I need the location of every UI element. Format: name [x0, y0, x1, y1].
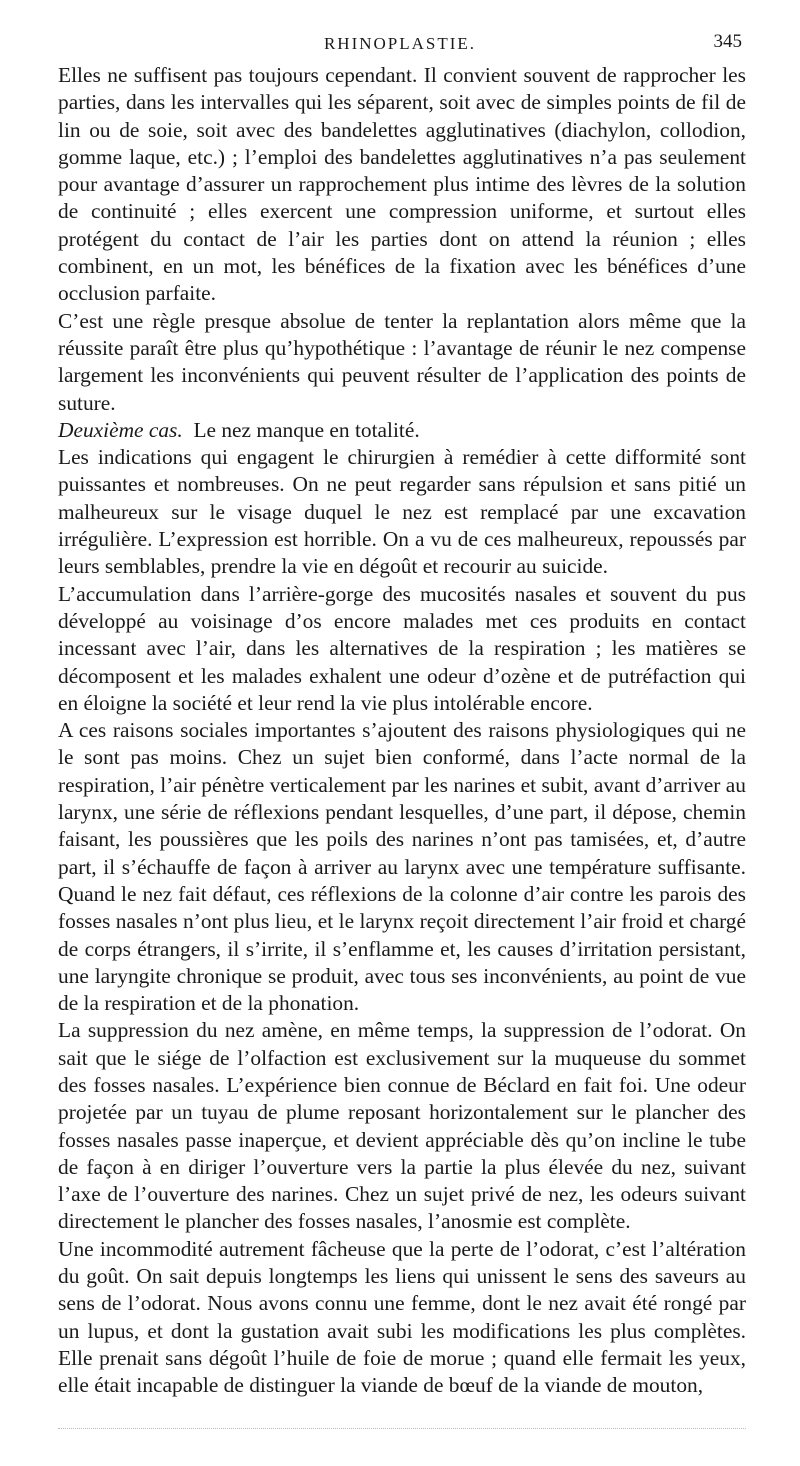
paragraph-5: L’accumulation dans l’arrière-gorge des mucosités nasales et souvent du pus développé au voisinage d’os encore malades met ces produits en contact incessant avec l’air, dans les alternatives de la respiration ; les matières se décomposent et les malades exhalent une odeur d’ozène et de putréfaction qui en éloigne la société et leur rend la vie plus intolérable encore. — [58, 581, 746, 715]
paragraph-1: Elles ne suffisent pas toujours cependant. Il convient souvent de rapprocher les parties, dans les intervalles qui les séparent, soit avec de simples points de fil de lin ou de soie, soit avec des bandelettes agglutinatives (diachylon, collodion, gomme laque, etc.) ; l’emploi des bandelettes agglutinatives n’a pas seulement pour avantage d’assurer un rapprochement plus intime des lèvres de la solution de continuité ; elles exercent une compression uniforme, et surtout elles protégent du contact de l’air les parties dont on attend la réunion ; elles combinent, en un mot, les bénéfices de la fixation avec les bénéfices d’une occlusion parfaite. — [58, 63, 746, 306]
paragraph-4: Les indications qui engagent le chirurgien à remédier à cette difformité sont puissantes et nombreuses. On ne peut regarder sans répulsion et sans pitié un malheureux sur le visage duquel le nez est remplacé par une excavation irrégulière. L’expression est horrible. On a vu de ces malheureux, repoussés par leurs semblables, prendre la vie en dégoût et recourir au suicide. — [58, 445, 746, 579]
paragraph-3 — [58, 417, 746, 444]
bottom-margin-marks — [58, 1428, 746, 1430]
paragraph-2: C’est une règle presque absolue de tenter la replantation alors même que la réussite paraît être plus qu’hypothétique : l’avantage de réunir le nez compense largement les inconvénients qui peuvent résulter de l’application des points de suture. — [58, 308, 746, 415]
body-text — [58, 62, 746, 1400]
running-title: RHINOPLASTIE. — [323, 34, 477, 53]
paragraph-6: A ces raisons sociales importantes s’ajoutent des raisons physiologiques qui ne le sont pas moins. Chez un sujet bien conformé, dans l’acte normal de la respiration, l’air pénètre verticalement par les narines et subit, avant d’arriver au larynx, une série de réflexions pendant lesquelles, d’une part, il dépose, chemin faisant, les poussières que les poils des narines n’ont pas tamisées, et, d’autre part, il s’échauffe de façon à arriver au larynx avec une température suffisante. Quand le nez fait défaut, ces réflexions de la colonne d’air contre les parois des fosses nasales n’ont plus lieu, et le larynx reçoit directement l’air froid et chargé de corps étrangers, il s’irrite, il s’enflamme et, les causes d’irritation persistant, une laryngite chronique se produit, avec tous ses inconvénients, au point de vue de la respiration et de la phonation. — [58, 718, 746, 1016]
case-description: Le nez manque en totalité. — [193, 417, 420, 442]
paragraph-8: Une incommodité autrement fâcheuse que la perte de l’odorat, c’est l’altération du goût. On sait depuis longtemps les liens qui unissent le sens des saveurs au sens de l’odorat. Nous avons connu une femme, dont le nez avait été rongé par un lupus, et dont la gustation avait subi les modifications les plus complètes. Elle prenait sans dégoût l’huile de foie de morue ; quand elle fermait les yeux, elle était incapable de distinguer la viande de bœuf de la viande de mouton, — [58, 1236, 746, 1398]
paragraph-7: La suppression du nez amène, en même temps, la suppression de l’odorat. On sait que le siége de l’olfaction est exclusivement sur la muqueuse du sommet des fosses nasales. L’expérience bien connue de Béclard en fait foi. Une odeur projetée par un tuyau de plume reposant horizontalement sur le plancher des fosses nasales passe inaperçue, et devient appréciable dès qu’on incline le tube de façon à en diriger l’ouverture vers la partie la plus élevée du nez, suivant l’axe de l’ouverture des narines. Chez un sujet privé de nez, les odeurs suivant directement le plancher des fosses nasales, l’anosmie est complète. — [58, 1018, 746, 1234]
page-number: 345 — [713, 31, 742, 52]
running-head — [0, 31, 800, 58]
case-label: Deuxième cas. — [58, 417, 183, 442]
